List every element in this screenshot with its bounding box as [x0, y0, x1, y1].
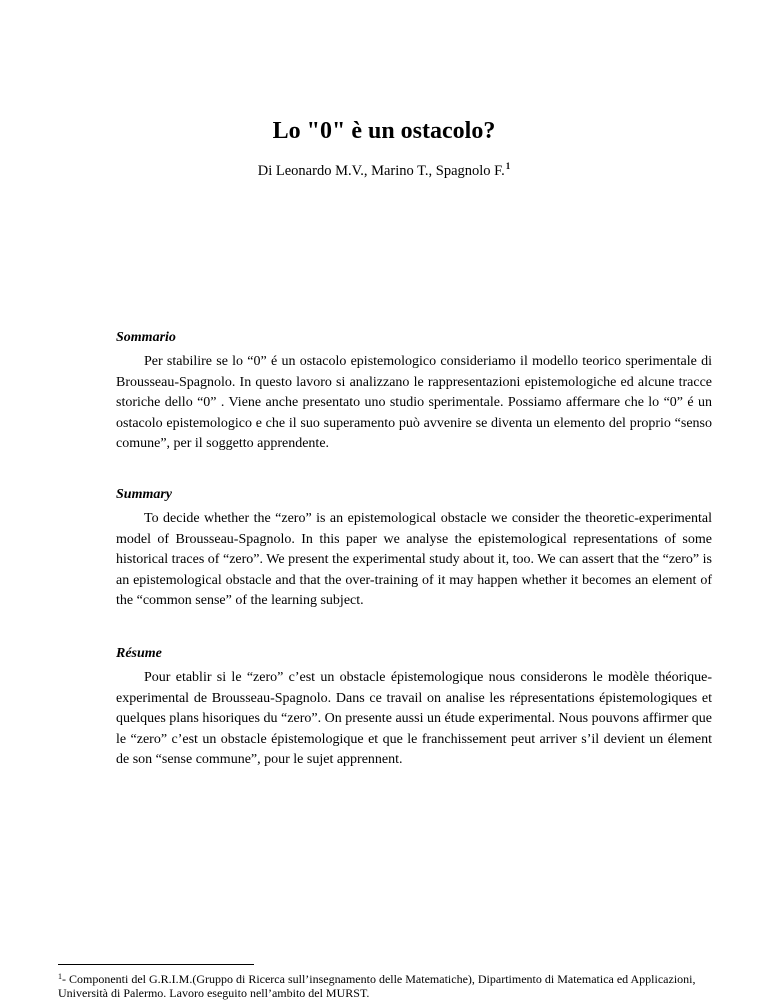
section-heading: Summary: [116, 487, 173, 502]
abstract-italian: [116, 330, 712, 455]
footnote-text: - Componenti del G.R.I.M.(Gruppo di Ricerca sull’insegnamento delle Matematiche), Dipartimento di Matematica ed Applicazioni, Università di Palermo. Lavoro eseguito nell’ambito del MURST.: [58, 972, 696, 1000]
abstract-french: [116, 646, 712, 771]
section-text: Per stabilire se lo “0” é un ostacolo epistemologico consideriamo il modello teorico sperimentale di Brousseau-Spagnolo. In questo lavoro si analizzano le rappresentazioni epistemologiche ed alcune tracce storiche dello “0” . Viene anche presentato uno studio sperimentale. Possiamo affermare che lo “0” é un ostacolo epistemologico e che il suo superamento può avvenire se diventa un elemento del proprio “senso comune”, per il soggetto apprendente.: [116, 354, 712, 451]
abstract-english: [116, 487, 712, 612]
paper-title: Lo "0" è un ostacolo?: [272, 118, 496, 144]
section-heading: Résume: [116, 646, 162, 661]
authors-text: Di Leonardo M.V., Marino T., Spagnolo F.: [257, 163, 505, 179]
section-heading: Sommario: [116, 330, 176, 345]
footnote-marker: 1: [58, 972, 62, 981]
footnote-ref: 1: [505, 161, 511, 171]
footnote-divider: [58, 964, 254, 965]
footnote: [58, 970, 718, 1000]
section-text: To decide whether the “zero” is an epistemological obstacle we consider the theoretic-experimental model of Brousseau-Spagnolo. In this paper we analyse the epistemological representations of some historical traces of “zero”. We present the experimental study about it, too. We can assert that the “zero” is an epistemological obstacle and that the over-training of it may happen whether it becomes an element of the “common sense” of the learning subject.: [116, 511, 712, 608]
section-text: Pour etablir si le “zero” c’est un obstacle épistemologique nous considerons le modèle théorique-experimental de Brousseau-Spagnolo. Dans ce travail on analise les répresentations épistemologiques et quelques plans hisoriques du “zero”. On presente aussi un étude experimental. Nous pouvons affirmer que le “zero” c’est un obstacle épistemologique et que le franchissement peut arriver s’il devient un élement de son “sense commune”, pour le sujet apprennent.: [116, 670, 712, 767]
author-line: [0, 161, 768, 180]
